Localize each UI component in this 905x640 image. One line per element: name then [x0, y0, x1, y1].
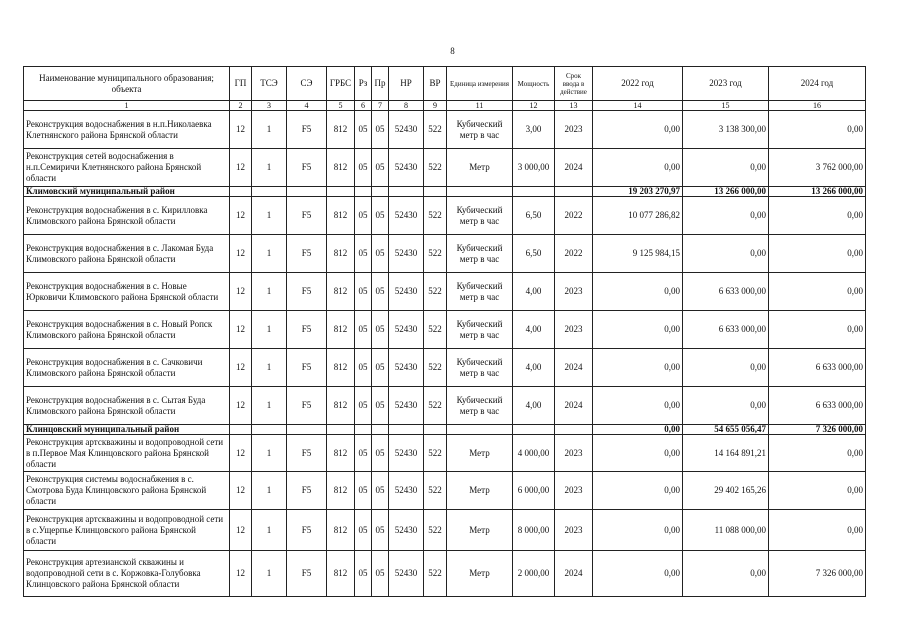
cell-rz: 05 [355, 472, 372, 510]
cell-capacity: 6,50 [513, 197, 555, 235]
column-number: 9 [424, 101, 447, 111]
cell-v2024: 0,00 [769, 311, 866, 349]
cell-capacity: 2 000,00 [513, 551, 555, 597]
cell-v2024: 0,00 [769, 273, 866, 311]
cell-gp: 12 [230, 349, 252, 387]
cell-tse: 1 [252, 311, 287, 349]
cell-year: 2024 [555, 149, 593, 187]
cell-pr: 05 [372, 149, 389, 187]
cell-grbs: 812 [327, 510, 355, 551]
cell-year: 2022 [555, 235, 593, 273]
cell-v2023: 14 164 891,21 [683, 435, 769, 472]
cell-name: Реконструкция водоснабжения в н.п.Николаевка Клетнянского района Брянской области [24, 111, 230, 149]
cell-tse: 1 [252, 349, 287, 387]
table-row [24, 551, 866, 597]
cell-grbs: 812 [327, 551, 355, 597]
empty-cell [327, 187, 355, 197]
cell-tse: 1 [252, 472, 287, 510]
empty-cell [555, 425, 593, 435]
empty-cell [252, 425, 287, 435]
cell-unit: Кубический метр в час [447, 349, 513, 387]
cell-tse: 1 [252, 273, 287, 311]
cell-tse: 1 [252, 551, 287, 597]
cell-vr: 522 [424, 197, 447, 235]
cell-vr: 522 [424, 551, 447, 597]
cell-v2023: 0,00 [683, 349, 769, 387]
cell-year: 2022 [555, 197, 593, 235]
cell-nr: 52430 [389, 551, 424, 597]
cell-v2023: 6 633 000,00 [683, 311, 769, 349]
cell-tse: 1 [252, 149, 287, 187]
cell-tse: 1 [252, 111, 287, 149]
cell-pr: 05 [372, 311, 389, 349]
cell-nr: 52430 [389, 435, 424, 472]
cell-year: 2024 [555, 551, 593, 597]
header-2024: 2024 год [769, 67, 866, 101]
cell-capacity: 3,00 [513, 111, 555, 149]
table-row [24, 349, 866, 387]
cell-name: Реконструкция артскважины и водопроводной сети в с.Ущерпье Клинцовского района Брянской области [24, 510, 230, 551]
cell-grbs: 812 [327, 235, 355, 273]
cell-v2024: 0,00 [769, 435, 866, 472]
budget-table [23, 66, 866, 597]
cell-unit: Кубический метр в час [447, 273, 513, 311]
column-number: 4 [287, 101, 327, 111]
cell-gp: 12 [230, 149, 252, 187]
header-pr: Пр [372, 67, 389, 101]
cell-nr: 52430 [389, 273, 424, 311]
cell-v2024: 3 762 000,00 [769, 149, 866, 187]
cell-v2024: 0,00 [769, 510, 866, 551]
cell-v2023: 0,00 [683, 235, 769, 273]
cell-gp: 12 [230, 551, 252, 597]
district-name: Климовский муниципальный район [24, 187, 230, 197]
empty-cell [327, 425, 355, 435]
table-row [24, 235, 866, 273]
cell-nr: 52430 [389, 510, 424, 551]
header-2023: 2023 год [683, 67, 769, 101]
cell-pr: 05 [372, 387, 389, 425]
cell-year: 2023 [555, 435, 593, 472]
cell-se: F5 [287, 435, 327, 472]
empty-cell [252, 187, 287, 197]
cell-vr: 522 [424, 235, 447, 273]
cell-year: 2023 [555, 472, 593, 510]
cell-v2024: 0,00 [769, 235, 866, 273]
cell-se: F5 [287, 111, 327, 149]
empty-cell [287, 425, 327, 435]
cell-year: 2024 [555, 387, 593, 425]
cell-unit: Кубический метр в час [447, 387, 513, 425]
cell-name: Реконструкция водоснабжения в с. Лакомая Буда Климовского района Брянской области [24, 235, 230, 273]
cell-vr: 522 [424, 387, 447, 425]
cell-name: Реконструкция артскважины и водопроводной сети в п.Первое Мая Клинцовского района Брянской области [24, 435, 230, 472]
cell-grbs: 812 [327, 435, 355, 472]
cell-se: F5 [287, 197, 327, 235]
column-number: 3 [252, 101, 287, 111]
empty-cell [389, 187, 424, 197]
cell-vr: 522 [424, 510, 447, 551]
empty-cell [287, 187, 327, 197]
cell-se: F5 [287, 311, 327, 349]
cell-grbs: 812 [327, 387, 355, 425]
cell-v2022: 0,00 [593, 349, 683, 387]
column-number: 8 [389, 101, 424, 111]
cell-unit: Метр [447, 149, 513, 187]
cell-nr: 52430 [389, 197, 424, 235]
cell-v2022: 0,00 [593, 387, 683, 425]
column-number: 11 [447, 101, 513, 111]
cell-se: F5 [287, 510, 327, 551]
column-number: 15 [683, 101, 769, 111]
table-body [24, 111, 866, 597]
cell-nr: 52430 [389, 311, 424, 349]
cell-unit: Метр [447, 435, 513, 472]
table-row [24, 311, 866, 349]
cell-grbs: 812 [327, 149, 355, 187]
column-number: 5 [327, 101, 355, 111]
cell-pr: 05 [372, 349, 389, 387]
empty-cell [513, 187, 555, 197]
cell-nr: 52430 [389, 472, 424, 510]
cell-gp: 12 [230, 197, 252, 235]
cell-v2023: 0,00 [683, 149, 769, 187]
cell-unit: Кубический метр в час [447, 111, 513, 149]
empty-cell [230, 187, 252, 197]
district-total-v2024: 7 326 000,00 [769, 425, 866, 435]
cell-pr: 05 [372, 111, 389, 149]
header-gp: ГП [230, 67, 252, 101]
header-deadline: Срок ввода в действие [555, 67, 593, 101]
cell-unit: Кубический метр в час [447, 311, 513, 349]
cell-v2022: 10 077 286,82 [593, 197, 683, 235]
header-row [24, 67, 866, 101]
cell-gp: 12 [230, 435, 252, 472]
cell-gp: 12 [230, 510, 252, 551]
cell-rz: 05 [355, 197, 372, 235]
cell-se: F5 [287, 273, 327, 311]
cell-se: F5 [287, 349, 327, 387]
table-row [24, 197, 866, 235]
cell-rz: 05 [355, 387, 372, 425]
cell-v2022: 0,00 [593, 435, 683, 472]
page-number: 8 [450, 46, 455, 56]
cell-unit: Метр [447, 472, 513, 510]
district-total-v2023: 54 655 056,47 [683, 425, 769, 435]
cell-gp: 12 [230, 311, 252, 349]
cell-pr: 05 [372, 273, 389, 311]
cell-tse: 1 [252, 510, 287, 551]
cell-pr: 05 [372, 235, 389, 273]
column-number-row [24, 101, 866, 111]
cell-unit: Метр [447, 510, 513, 551]
cell-year: 2024 [555, 349, 593, 387]
cell-grbs: 812 [327, 197, 355, 235]
cell-pr: 05 [372, 197, 389, 235]
cell-name: Реконструкция водоснабжения в с. Новые Юрковичи Климовского района Брянской области [24, 273, 230, 311]
cell-grbs: 812 [327, 349, 355, 387]
cell-v2022: 0,00 [593, 149, 683, 187]
cell-se: F5 [287, 235, 327, 273]
cell-nr: 52430 [389, 149, 424, 187]
table-row [24, 510, 866, 551]
column-number: 13 [555, 101, 593, 111]
cell-year: 2023 [555, 311, 593, 349]
cell-capacity: 3 000,00 [513, 149, 555, 187]
cell-v2023: 0,00 [683, 387, 769, 425]
header-grbs: ГРБС [327, 67, 355, 101]
header-vr: ВР [424, 67, 447, 101]
district-total-v2024: 13 266 000,00 [769, 187, 866, 197]
table-row [24, 472, 866, 510]
cell-capacity: 4,00 [513, 311, 555, 349]
cell-name: Реконструкция водоснабжения в с. Сачковичи Климовского района Брянской области [24, 349, 230, 387]
cell-tse: 1 [252, 435, 287, 472]
empty-cell [447, 425, 513, 435]
cell-v2023: 6 633 000,00 [683, 273, 769, 311]
cell-v2022: 0,00 [593, 273, 683, 311]
column-number: 12 [513, 101, 555, 111]
cell-year: 2023 [555, 510, 593, 551]
cell-v2022: 9 125 984,15 [593, 235, 683, 273]
table-row [24, 273, 866, 311]
cell-grbs: 812 [327, 472, 355, 510]
cell-name: Реконструкция артезианской скважины и водопроводной сети в с. Коржовка-Голубовка Клинцовского района Брянской области [24, 551, 230, 597]
header-rz: Рз [355, 67, 372, 101]
cell-v2022: 0,00 [593, 472, 683, 510]
cell-grbs: 812 [327, 111, 355, 149]
column-number: 14 [593, 101, 683, 111]
table-row [24, 387, 866, 425]
cell-name: Реконструкция водоснабжения в с. Кирилловка Климовского района Брянской области [24, 197, 230, 235]
cell-year: 2023 [555, 111, 593, 149]
cell-rz: 05 [355, 111, 372, 149]
cell-v2024: 0,00 [769, 472, 866, 510]
header-capacity: Мощность [513, 67, 555, 101]
cell-v2022: 0,00 [593, 510, 683, 551]
cell-v2022: 0,00 [593, 311, 683, 349]
cell-v2023: 29 402 165,26 [683, 472, 769, 510]
cell-nr: 52430 [389, 349, 424, 387]
cell-name: Реконструкция сетей водоснабжения в н.п.Семиричи Клетнянского района Брянской области [24, 149, 230, 187]
empty-cell [355, 425, 372, 435]
district-total-v2022: 19 203 270,97 [593, 187, 683, 197]
header-se: СЭ [287, 67, 327, 101]
cell-rz: 05 [355, 349, 372, 387]
cell-unit: Метр [447, 551, 513, 597]
empty-cell [513, 425, 555, 435]
cell-rz: 05 [355, 551, 372, 597]
cell-grbs: 812 [327, 273, 355, 311]
district-total-v2022: 0,00 [593, 425, 683, 435]
cell-gp: 12 [230, 111, 252, 149]
cell-v2022: 0,00 [593, 551, 683, 597]
table-row [24, 111, 866, 149]
empty-cell [230, 425, 252, 435]
cell-vr: 522 [424, 472, 447, 510]
cell-tse: 1 [252, 235, 287, 273]
cell-capacity: 4,00 [513, 387, 555, 425]
cell-nr: 52430 [389, 111, 424, 149]
cell-vr: 522 [424, 111, 447, 149]
cell-rz: 05 [355, 311, 372, 349]
cell-vr: 522 [424, 273, 447, 311]
cell-nr: 52430 [389, 387, 424, 425]
empty-cell [424, 187, 447, 197]
empty-cell [447, 187, 513, 197]
empty-cell [555, 187, 593, 197]
cell-nr: 52430 [389, 235, 424, 273]
column-number: 7 [372, 101, 389, 111]
header-nr: НР [389, 67, 424, 101]
header-unit: Единица измерения [447, 67, 513, 101]
district-name: Клинцовский муниципальный район [24, 425, 230, 435]
cell-se: F5 [287, 472, 327, 510]
cell-v2024: 6 633 000,00 [769, 349, 866, 387]
district-subtotal-row [24, 425, 866, 435]
cell-tse: 1 [252, 387, 287, 425]
cell-v2024: 6 633 000,00 [769, 387, 866, 425]
district-total-v2023: 13 266 000,00 [683, 187, 769, 197]
cell-vr: 522 [424, 435, 447, 472]
cell-rz: 05 [355, 273, 372, 311]
cell-gp: 12 [230, 387, 252, 425]
cell-gp: 12 [230, 273, 252, 311]
cell-unit: Кубический метр в час [447, 197, 513, 235]
cell-v2022: 0,00 [593, 111, 683, 149]
cell-pr: 05 [372, 510, 389, 551]
empty-cell [424, 425, 447, 435]
cell-capacity: 6 000,00 [513, 472, 555, 510]
cell-vr: 522 [424, 349, 447, 387]
column-number: 1 [24, 101, 230, 111]
header-name: Наименование муниципального образования; объекта [24, 67, 230, 101]
table-row [24, 435, 866, 472]
column-number: 2 [230, 101, 252, 111]
cell-unit: Кубический метр в час [447, 235, 513, 273]
cell-pr: 05 [372, 472, 389, 510]
cell-capacity: 8 000,00 [513, 510, 555, 551]
column-number: 16 [769, 101, 866, 111]
cell-year: 2023 [555, 273, 593, 311]
cell-capacity: 6,50 [513, 235, 555, 273]
cell-gp: 12 [230, 472, 252, 510]
cell-se: F5 [287, 387, 327, 425]
cell-pr: 05 [372, 551, 389, 597]
cell-capacity: 4 000,00 [513, 435, 555, 472]
cell-se: F5 [287, 551, 327, 597]
cell-v2023: 3 138 300,00 [683, 111, 769, 149]
cell-rz: 05 [355, 435, 372, 472]
header-2022: 2022 год [593, 67, 683, 101]
empty-cell [355, 187, 372, 197]
cell-tse: 1 [252, 197, 287, 235]
cell-se: F5 [287, 149, 327, 187]
cell-rz: 05 [355, 235, 372, 273]
cell-v2023: 0,00 [683, 551, 769, 597]
cell-name: Реконструкция водоснабжения в с. Новый Ропск Климовского района Брянской области [24, 311, 230, 349]
cell-capacity: 4,00 [513, 349, 555, 387]
header-tse: ТСЭ [252, 67, 287, 101]
empty-cell [372, 425, 389, 435]
cell-vr: 522 [424, 311, 447, 349]
table-row [24, 149, 866, 187]
cell-grbs: 812 [327, 311, 355, 349]
district-subtotal-row [24, 187, 866, 197]
cell-v2024: 0,00 [769, 111, 866, 149]
cell-rz: 05 [355, 510, 372, 551]
cell-gp: 12 [230, 235, 252, 273]
cell-pr: 05 [372, 435, 389, 472]
column-number: 6 [355, 101, 372, 111]
cell-v2023: 11 088 000,00 [683, 510, 769, 551]
cell-vr: 522 [424, 149, 447, 187]
empty-cell [372, 187, 389, 197]
cell-v2024: 0,00 [769, 197, 866, 235]
cell-rz: 05 [355, 149, 372, 187]
cell-v2023: 0,00 [683, 197, 769, 235]
cell-name: Реконструкция водоснабжения в с. Сытая Буда Климовского района Брянской области [24, 387, 230, 425]
cell-v2024: 7 326 000,00 [769, 551, 866, 597]
cell-capacity: 4,00 [513, 273, 555, 311]
empty-cell [389, 425, 424, 435]
cell-name: Реконструкция системы водоснабжения в с. Смотрова Буда Клинцовского района Брянской области [24, 472, 230, 510]
